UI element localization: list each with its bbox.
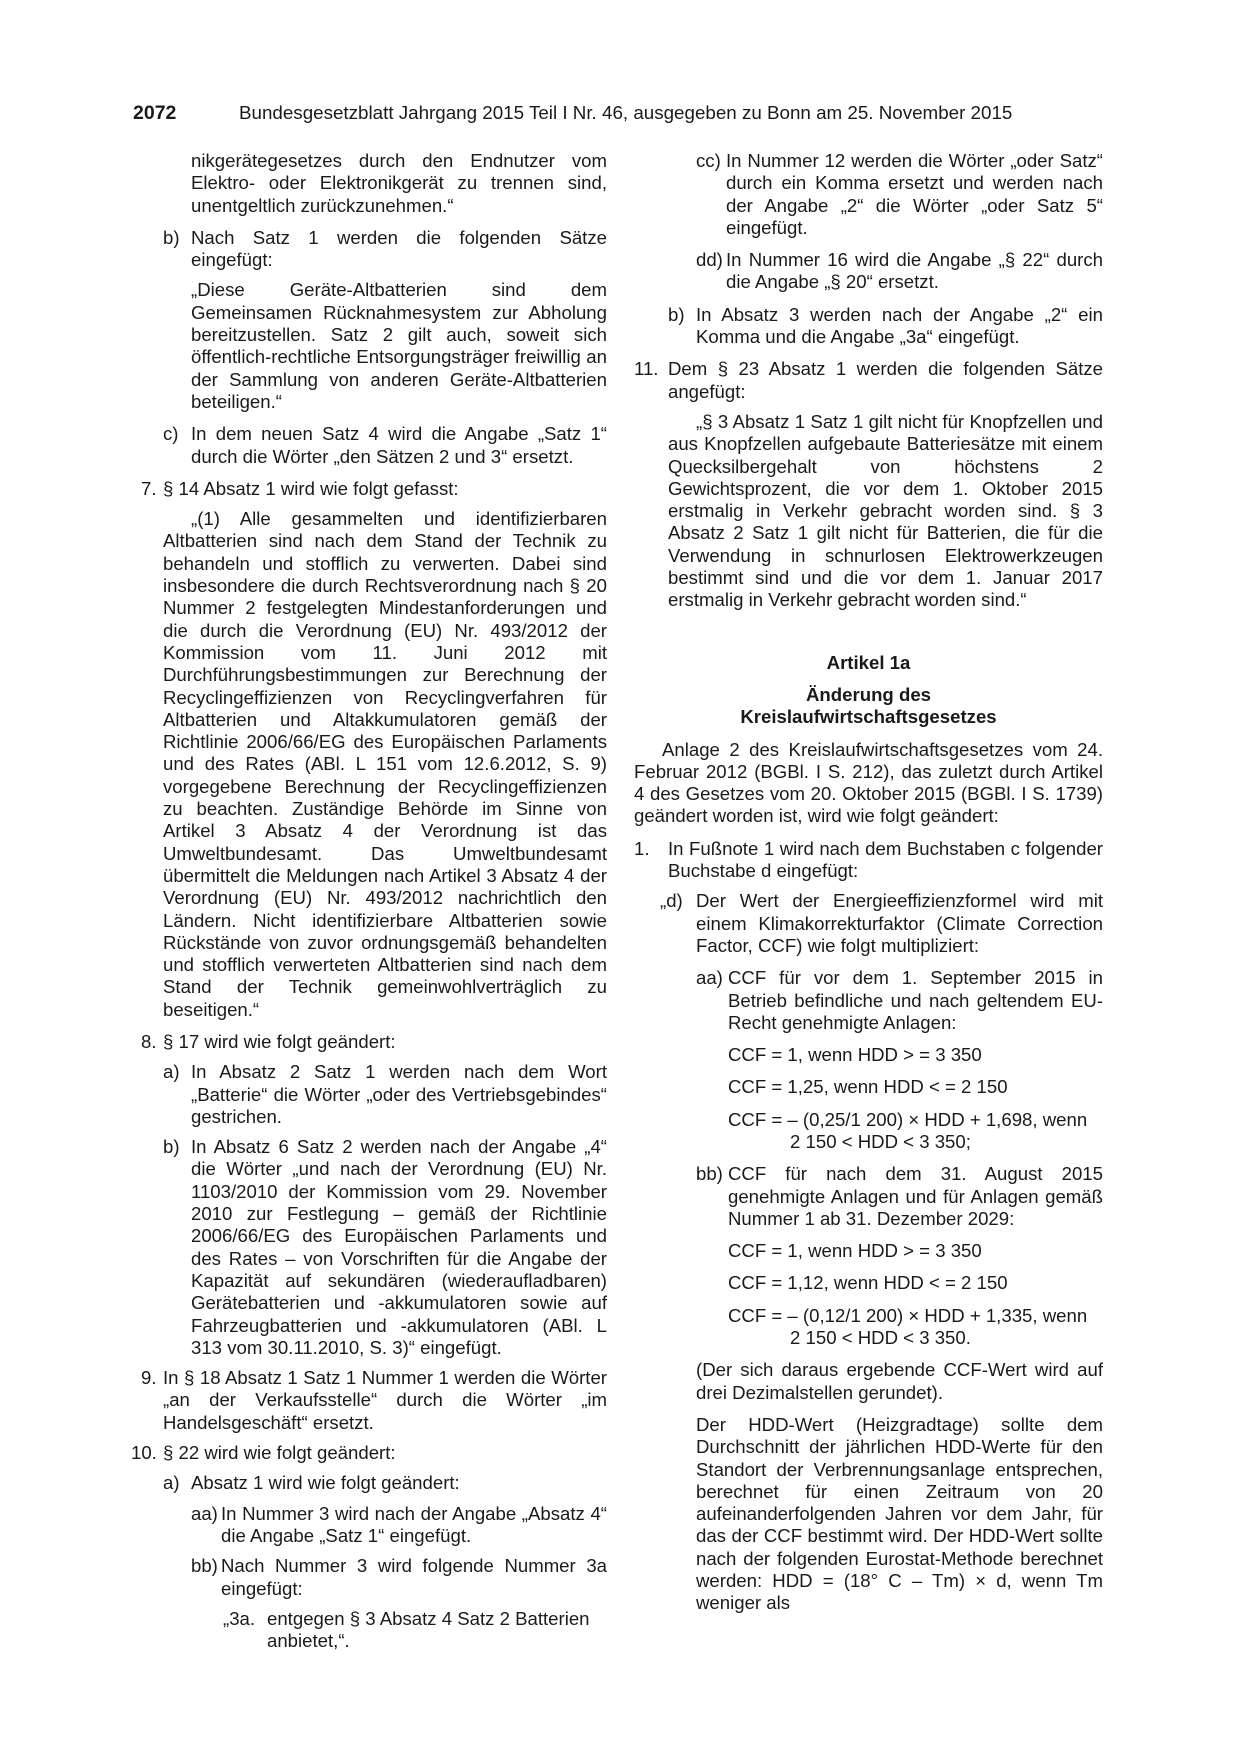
note-paragraph: Der HDD-Wert (Heizgradtage) sollte dem Durchschnitt der jährlichen HDD-Werte für den Standort der Verbrennungsanlage entsprechen, berechnet für einen Zeitraum von 20 aufeinanderfolgenden Jahren vor dem Jahr, für das der CCF bestimmt wird. Der HDD-Wert sollte nach der folgenden Eurostat-Methode berechnet werden: HDD = (18° C – Tm) × d, wenn Tm weniger als	[696, 1413, 1103, 1614]
item-label: bb)	[191, 1555, 218, 1577]
list-item-8	[133, 1031, 607, 1053]
item-text: Nach Nummer 3 wird folgende Nummer 3a eingefügt:	[221, 1555, 607, 1599]
quote-block: „§ 3 Absatz 1 Satz 1 gilt nicht für Knopfzellen und aus Knopfzellen aufgebaute Batteriesätze mit einem Quecksilbergehalt von höchstens 2 Gewichtsprozent, die vor dem 1. Oktober 2015 erstmalig in Verkehr gebracht worden sind. § 3 Absatz 2 Satz 1 gilt nicht für Batterien, die für die Verwendung in schnurlosen Elektrowerkzeugen bestimmt sind und die vor dem 1. Januar 2017 erstmalig in Verkehr gebracht worden sind.“	[668, 410, 1103, 611]
list-item-9	[133, 1367, 607, 1434]
item-text: Nach Satz 1 werden die folgenden Sätze eingefügt:	[191, 226, 607, 271]
formula: CCF = 1,25, wenn HDD < = 2 150	[728, 1076, 1008, 1098]
list-item-8a	[133, 1061, 607, 1128]
quote-block	[133, 1608, 607, 1653]
item-label: bb)	[696, 1163, 723, 1185]
list-item-bb	[634, 1163, 1103, 1230]
list-item-1	[634, 838, 1103, 883]
item-label: dd)	[696, 249, 723, 271]
item-label: 9.	[141, 1367, 157, 1389]
item-text: In § 18 Absatz 1 Satz 1 Nummer 1 werden die Wörter „an der Verkaufsstelle“ durch die Wörter „im Handelsgeschäft“ ersetzt.	[163, 1367, 607, 1433]
item-label: 7.	[141, 477, 157, 499]
item-label: a)	[163, 1061, 180, 1083]
list-item-11	[634, 358, 1103, 403]
item-label: aa)	[696, 967, 723, 989]
list-item-10a	[133, 1472, 607, 1494]
item-label: b)	[163, 1136, 180, 1158]
item-label: 1.	[634, 837, 650, 859]
list-item-b	[133, 227, 607, 272]
formula: 2 150 < HDD < 3 350;	[790, 1130, 971, 1152]
item-text: In Nummer 12 werden die Wörter „oder Satz“ durch ein Komma ersetzt und werden nach der Angabe „2“ die Wörter „oder Satz 5“ eingefügt.	[726, 150, 1103, 238]
item-text: Absatz 1 wird wie folgt geändert:	[191, 1472, 460, 1494]
list-item-10aa	[133, 1503, 607, 1548]
item-text: In Absatz 6 Satz 2 werden nach der Angabe „4“ die Wörter „und nach der Verordnung (EU) Nr. 1103/2010 der Kommission vom 29. November 2010 zur Festlegung – gemäß der Richtlinie 2006/66/EG des Europäischen Parlaments und des Rates – von Vorschriften für die Angabe der Kapazität auf sekundären (wiederaufladbaren) Gerätebatterien und -akkumulatoren sowie auf Fahrzeugbatterien und -akkumulatoren (ABl. L 313 vom 30.11.2010, S. 3)“ eingefügt.	[191, 1136, 607, 1358]
quote-block: „(1) Alle gesammelten und identifizierbaren Altbatterien sind nach dem Stand der Technik zu behandeln und stofflich zu verwerten. Dabei sind insbesondere die durch Rechtsverordnung nach § 20 Nummer 2 festgelegten Mindestanforderungen und die durch die Verordnung (EU) Nr. 493/2012 der Kommission vom 11. Juni 2012 mit Durchführungsbestimmungen zur Berechnung der Recyclingeffizienzen von Recyclingverfahren für Altbatterien und Altakkumulatoren gemäß der Richtlinie 2006/66/EG des Europäischen Parlaments und des Rates (ABl. L 151 vom 12.6.2012, S. 9) vorgegebene Berechnung der Recyclingeffizienzen zu beachten. Zuständige Behörde im Sinne von Artikel 3 Absatz 4 der Verordnung ist das Umweltbundesamt. Das Umweltbundesamt übermittelt die Meldungen nach Artikel 3 Absatz 4 der Verordnung (EU) Nr. 493/2012 nachrichtlich den Ländern. Nicht identifizierbare Altbatterien sowie Rückstände von zuvor ordnungsgemäß behandelten und stofflich verwerteten Altbatterien sind nach dem Stand der Technik gemeinwohlverträglich zu beseitigen.“	[163, 508, 607, 1020]
item-label: 10.	[131, 1442, 157, 1464]
item-label: b)	[163, 226, 180, 248]
list-item-8b	[133, 1136, 607, 1359]
item-label: 11.	[634, 358, 659, 380]
item-text: In Nummer 16 wird die Angabe „§ 22“ durch die Angabe „§ 20“ ersetzt.	[726, 249, 1103, 293]
formula: CCF = 1,12, wenn HDD < = 2 150	[728, 1272, 1008, 1294]
item-label: b)	[668, 303, 685, 325]
item-text: In Fußnote 1 wird nach dem Buchstaben c folgender Buchstabe d eingefügt:	[668, 837, 1103, 882]
list-item-10	[133, 1442, 607, 1464]
item-text: § 17 wird wie folgt geändert:	[163, 1030, 396, 1052]
formula: CCF = – (0,25/1 200) × HDD + 1,698, wenn	[728, 1108, 1088, 1130]
right-column	[634, 150, 1103, 1615]
item-text: CCF für nach dem 31. August 2015 genehmigte Anlagen und für Anlagen gemäß Nummer 1 ab 31. Dezember 2029:	[728, 1163, 1103, 1229]
list-item-b	[634, 304, 1103, 349]
item-text: In Absatz 3 werden nach der Angabe „2“ ein Komma und die Angabe „3a“ eingefügt.	[696, 303, 1103, 348]
intro-paragraph: Anlage 2 des Kreislaufwirtschaftsgesetzes vom 24. Februar 2012 (BGBl. I S. 212), das zuletzt durch Artikel 4 des Gesetzes vom 20. Oktober 2015 (BGBl. I S. 1739) geändert worden ist, wird wie folgt geändert:	[634, 738, 1103, 827]
list-item-c	[133, 423, 607, 468]
item-text: § 22 wird wie folgt geändert:	[163, 1442, 396, 1464]
article-heading: Artikel 1a	[826, 651, 911, 673]
list-item-aa	[634, 967, 1103, 1034]
item-text: Der Wert der Energieeffizienzformel wird mit einem Klimakorrekturfaktor (Climate Correction Factor, CCF) wie folgt multipliziert:	[696, 890, 1103, 956]
item-label: aa)	[191, 1502, 218, 1524]
article-title: Kreislaufwirtschaftsgesetzes	[740, 706, 997, 728]
list-item-cc	[634, 150, 1103, 239]
item-text: entgegen § 3 Absatz 4 Satz 2 Batterien anbietet,“.	[267, 1607, 590, 1652]
formula: CCF = 1, wenn HDD > = 3 350	[728, 1044, 982, 1066]
item-label: cc)	[696, 150, 721, 171]
continued-text: nikgerätegesetzes durch den Endnutzer vom Elektro- oder Elektronikgerät zu trennen sind, unentgeltlich zurückzunehmen.“	[191, 150, 607, 216]
item-label: 8.	[141, 1030, 157, 1052]
page-header	[133, 102, 1013, 126]
page-number: 2072	[133, 102, 177, 124]
quote-block: „Diese Geräte-Altbatterien sind dem Gemeinsamen Rücknahmesystem zur Abholung bereitzustellen. Satz 2 gilt auch, soweit sich öffentlich-rechtliche Entsorgungsträger freiwillig an der Sammlung von anderen Geräte-Altbatterien beteiligen.“	[191, 279, 607, 412]
item-label: a)	[163, 1472, 180, 1494]
running-head: Bundesgesetzblatt Jahrgang 2015 Teil I Nr. 46, ausgegeben zu Bonn am 25. November 2015	[239, 102, 1013, 123]
item-label: c)	[163, 423, 179, 445]
item-text: Dem § 23 Absatz 1 werden die folgenden Sätze angefügt:	[668, 358, 1103, 402]
article-title: Änderung des	[806, 683, 931, 705]
formula: CCF = – (0,12/1 200) × HDD + 1,335, wenn	[728, 1304, 1088, 1326]
note-paragraph: (Der sich daraus ergebende CCF-Wert wird auf drei Dezimalstellen gerundet).	[696, 1359, 1103, 1403]
list-item-7	[133, 478, 607, 500]
item-label: „d)	[660, 890, 683, 912]
formula: 2 150 < HDD < 3 350.	[790, 1327, 971, 1349]
item-text: In dem neuen Satz 4 wird die Angabe „Satz 1“ durch die Wörter „den Sätzen 2 und 3“ ersetzt.	[191, 423, 607, 467]
left-column	[133, 150, 607, 1652]
item-text: CCF für vor dem 1. September 2015 in Betrieb befindliche und nach geltendem EU-Recht genehmigte Anlagen:	[728, 967, 1103, 1033]
formula: CCF = 1, wenn HDD > = 3 350	[728, 1240, 982, 1262]
list-item-10bb	[133, 1555, 607, 1600]
list-item-dd	[634, 249, 1103, 294]
item-text: § 14 Absatz 1 wird wie folgt gefasst:	[163, 477, 459, 499]
item-text: In Nummer 3 wird nach der Angabe „Absatz 4“ die Angabe „Satz 1“ eingefügt.	[221, 1502, 607, 1546]
item-text: In Absatz 2 Satz 1 werden nach dem Wort „Batterie“ die Wörter „oder des Vertriebsgebindes“ gestrichen.	[191, 1061, 607, 1127]
list-item-d	[634, 890, 1103, 957]
item-label: „3a.	[223, 1607, 256, 1629]
